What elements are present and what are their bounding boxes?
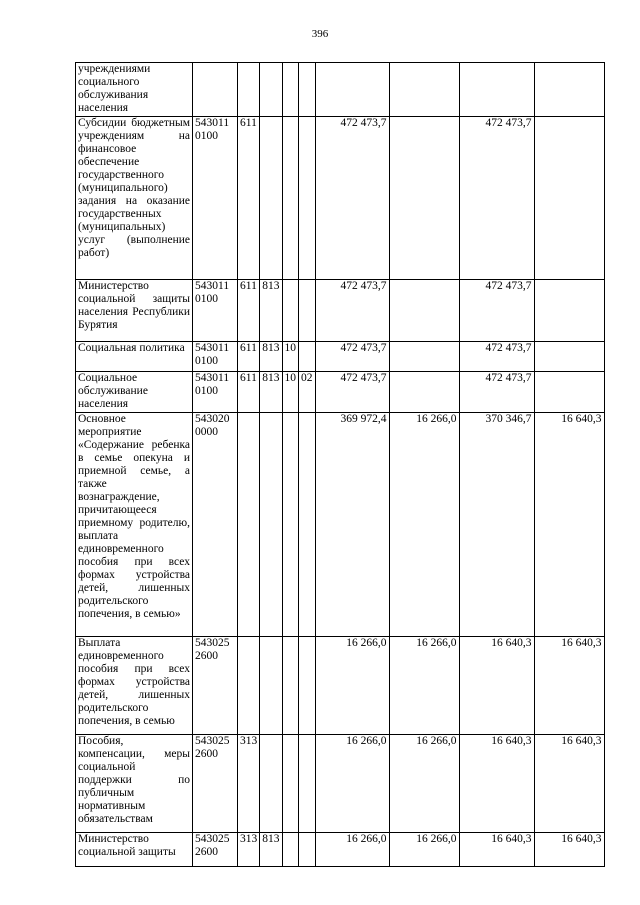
row-value-2: 16 266,0	[389, 637, 459, 735]
table-row	[76, 372, 605, 413]
row-value-4: 16 640,3	[534, 735, 604, 833]
row-code: 543011 0100	[193, 342, 238, 372]
row-grbs	[260, 117, 282, 280]
row-value-3: 16 640,3	[459, 833, 534, 867]
row-rz	[282, 280, 299, 342]
row-value-4: 16 640,3	[534, 413, 604, 637]
row-grbs	[260, 637, 282, 735]
row-grbs: 813	[260, 280, 282, 342]
row-value-3: 16 640,3	[459, 637, 534, 735]
row-rz	[282, 413, 299, 637]
row-code: 543011 0100	[193, 372, 238, 413]
row-code: 543011 0100	[193, 280, 238, 342]
row-grbs	[260, 63, 282, 117]
row-pr	[299, 117, 316, 280]
row-name: Социальное обслуживание населения	[76, 372, 193, 413]
row-vr	[238, 413, 260, 637]
table-row	[76, 342, 605, 372]
row-vr: 611	[238, 342, 260, 372]
row-value-2	[389, 63, 459, 117]
row-value-4	[534, 372, 604, 413]
row-name: Выплата единовременного пособия при всех формах устройства детей, лишенных родительского попечения, в семью	[76, 637, 193, 735]
table-body	[76, 63, 605, 867]
row-value-1: 472 473,7	[315, 280, 389, 342]
row-pr	[299, 637, 316, 735]
row-grbs	[260, 413, 282, 637]
row-grbs	[260, 735, 282, 833]
row-name: Пособия, компенсации, меры социальной поддержки по публичным нормативным обязательствам	[76, 735, 193, 833]
row-code: 543020 0000	[193, 413, 238, 637]
row-code	[193, 63, 238, 117]
table-row	[76, 833, 605, 867]
row-grbs: 813	[260, 833, 282, 867]
row-value-2	[389, 280, 459, 342]
row-value-4	[534, 117, 604, 280]
row-value-2	[389, 117, 459, 280]
row-value-1: 16 266,0	[315, 735, 389, 833]
row-vr: 313	[238, 735, 260, 833]
row-grbs: 813	[260, 372, 282, 413]
row-value-1: 16 266,0	[315, 637, 389, 735]
row-name: Министерство социальной защиты населения Республики Бурятия	[76, 280, 193, 342]
row-value-2: 16 266,0	[389, 833, 459, 867]
row-code: 543025 2600	[193, 637, 238, 735]
row-value-4	[534, 342, 604, 372]
row-name: Министерство социальной защиты	[76, 833, 193, 867]
row-value-3: 472 473,7	[459, 280, 534, 342]
table-row	[76, 637, 605, 735]
row-rz	[282, 117, 299, 280]
table-row	[76, 280, 605, 342]
row-vr	[238, 63, 260, 117]
row-rz	[282, 637, 299, 735]
row-vr: 611	[238, 117, 260, 280]
row-value-1	[315, 63, 389, 117]
row-vr: 313	[238, 833, 260, 867]
row-value-2	[389, 372, 459, 413]
row-value-2: 16 266,0	[389, 735, 459, 833]
table-row	[76, 413, 605, 637]
budget-table	[75, 62, 605, 867]
table-row	[76, 63, 605, 117]
row-pr: 02	[299, 372, 316, 413]
row-value-4	[534, 280, 604, 342]
row-rz	[282, 63, 299, 117]
row-value-1: 16 266,0	[315, 833, 389, 867]
row-value-1: 472 473,7	[315, 342, 389, 372]
row-pr	[299, 63, 316, 117]
row-pr	[299, 413, 316, 637]
row-value-4	[534, 63, 604, 117]
row-vr: 611	[238, 372, 260, 413]
row-pr	[299, 342, 316, 372]
row-value-1: 472 473,7	[315, 372, 389, 413]
row-pr	[299, 833, 316, 867]
row-name: Социальная политика	[76, 342, 193, 372]
row-rz	[282, 735, 299, 833]
row-value-2: 16 266,0	[389, 413, 459, 637]
row-pr	[299, 735, 316, 833]
row-value-3: 472 473,7	[459, 372, 534, 413]
row-name: Субсидии бюджетным учреждениям на финансовое обеспечение государственного (муниципального) задания на оказание государственных (муниципальных) услуг (выполнение работ)	[76, 117, 193, 280]
row-value-4: 16 640,3	[534, 637, 604, 735]
row-code: 543025 2600	[193, 833, 238, 867]
row-value-3: 16 640,3	[459, 735, 534, 833]
table-row	[76, 117, 605, 280]
table-row	[76, 735, 605, 833]
row-value-3: 472 473,7	[459, 117, 534, 280]
row-name: учреждениями социального обслуживания населения	[76, 63, 193, 117]
row-value-3: 472 473,7	[459, 342, 534, 372]
row-name: Основное мероприятие «Содержание ребенка в семье опекуна и приемной семье, а также вознаграждение, причитающееся приемному родителю, выплата единовременного пособия при всех формах устройства детей, лишенных родительского попечения, в семью»	[76, 413, 193, 637]
row-value-3	[459, 63, 534, 117]
row-value-4: 16 640,3	[534, 833, 604, 867]
row-code: 543025 2600	[193, 735, 238, 833]
row-rz	[282, 833, 299, 867]
row-value-1: 472 473,7	[315, 117, 389, 280]
row-rz: 10	[282, 372, 299, 413]
row-value-3: 370 346,7	[459, 413, 534, 637]
row-vr	[238, 637, 260, 735]
page-number: 396	[311, 28, 329, 40]
row-vr: 611	[238, 280, 260, 342]
row-code: 543011 0100	[193, 117, 238, 280]
row-value-1: 369 972,4	[315, 413, 389, 637]
row-grbs: 813	[260, 342, 282, 372]
row-rz: 10	[282, 342, 299, 372]
row-value-2	[389, 342, 459, 372]
row-pr	[299, 280, 316, 342]
